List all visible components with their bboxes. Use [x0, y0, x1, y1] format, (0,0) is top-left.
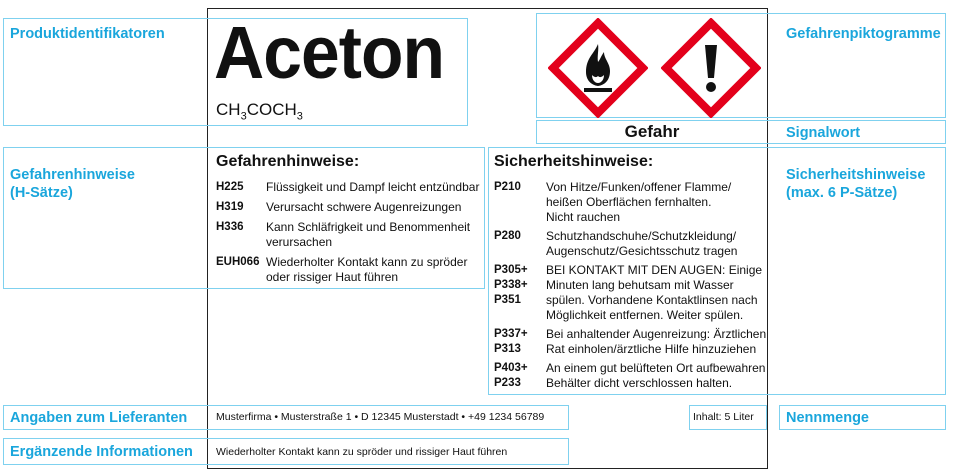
- precautionary-code: P280: [494, 230, 521, 242]
- exclamation-pictogram-icon: [661, 18, 761, 118]
- supplementary-info: Wiederholter Kontakt kann zu spröder und rissiger Haut führen: [216, 446, 508, 458]
- precautionary-code: P233: [494, 377, 521, 389]
- formula-part: COCH: [246, 100, 297, 119]
- hazard-code: H336: [216, 221, 244, 233]
- precautionary-text: An einem gut belüfteten Ort aufbewahren: [546, 361, 766, 375]
- precautionary-code: P403+: [494, 362, 528, 374]
- formula-part: CH: [216, 100, 241, 119]
- hazard-statements-list: [216, 180, 486, 285]
- hazard-text: oder rissiger Haut führen: [266, 270, 399, 284]
- flame-pictogram-icon: [548, 18, 648, 118]
- precautionary-text: heißen Oberflächen fernhalten.: [546, 195, 712, 209]
- hazard-code: EUH066: [216, 256, 260, 268]
- precautionary-label: Sicherheitshinweise (max. 6 P-Sätze): [786, 167, 926, 201]
- supplementary-label: Ergänzende Informationen: [10, 444, 193, 460]
- supplier-info: Musterfirma • Musterstraße 1 • D 12345 Musterstadt • +49 1234 56789: [216, 411, 545, 423]
- nominal-quantity-label: Nennmenge: [786, 410, 869, 426]
- chemical-formula: [216, 100, 303, 122]
- precautionary-text: Behälter dicht verschlossen halten.: [546, 376, 733, 390]
- hazard-code: H225: [216, 181, 244, 193]
- precautionary-list: [494, 180, 769, 395]
- precautionary-code: P338+: [494, 279, 528, 291]
- hazard-code: H319: [216, 201, 244, 213]
- hazard-statements-label: Gefahrenhinweise (H-Sätze): [10, 167, 135, 201]
- precautionary-text: spülen. Vorhandene Kontaktlinsen nach: [546, 293, 758, 307]
- precautionary-code: P337+: [494, 328, 528, 340]
- precautionary-text: Minuten lang behutsam mit Wasser: [546, 278, 734, 292]
- precautionary-code: P313: [494, 343, 521, 355]
- formula-subscript: 3: [240, 110, 247, 123]
- hazard-text: verursachen: [266, 235, 333, 249]
- precautionary-text: Möglichkeit entfernen. Weiter spülen.: [546, 308, 744, 322]
- precautionary-title: Sicherheitshinweise:: [494, 153, 654, 170]
- hazard-text: Flüssigkeit und Dampf leicht entzündbar: [266, 180, 480, 194]
- precautionary-text: BEI KONTAKT MIT DEN AUGEN: Einige: [546, 263, 763, 277]
- precautionary-code: P351: [494, 294, 521, 306]
- precautionary-text: Augenschutz/Gesichtsschutz tragen: [546, 244, 738, 258]
- hazard-text: Wiederholter Kontakt kann zu spröder: [266, 255, 468, 269]
- supplier-label: Angaben zum Lieferanten: [10, 410, 188, 426]
- precautionary-code: P210: [494, 181, 521, 193]
- product-identifier-label: Produktidentifikatoren: [10, 26, 165, 42]
- hazard-text: Kann Schläfrigkeit und Benommenheit: [266, 220, 471, 234]
- precautionary-code: P305+: [494, 264, 528, 276]
- product-name: Aceton: [214, 11, 445, 94]
- hazard-text: Verursacht schwere Augenreizungen: [266, 200, 462, 214]
- precautionary-text: Schutzhandschuhe/Schutzkleidung/: [546, 229, 737, 243]
- signal-word: Gefahr: [624, 122, 680, 141]
- hazard-statements-title: Gefahrenhinweise:: [216, 153, 360, 170]
- formula-subscript: 3: [296, 110, 303, 123]
- pictogram-label: Gefahrenpiktogramme: [786, 26, 941, 42]
- content-amount: Inhalt: 5 Liter: [693, 411, 754, 423]
- precautionary-text: Nicht rauchen: [546, 210, 621, 224]
- signal-word-label: Signalwort: [786, 125, 861, 141]
- precautionary-text: Bei anhaltender Augenreizung: Ärztlichen: [546, 327, 767, 341]
- precautionary-text: Rat einholen/ärztliche Hilfe hinzuziehen: [546, 342, 757, 356]
- precautionary-text: Von Hitze/Funken/offener Flamme/: [546, 180, 732, 194]
